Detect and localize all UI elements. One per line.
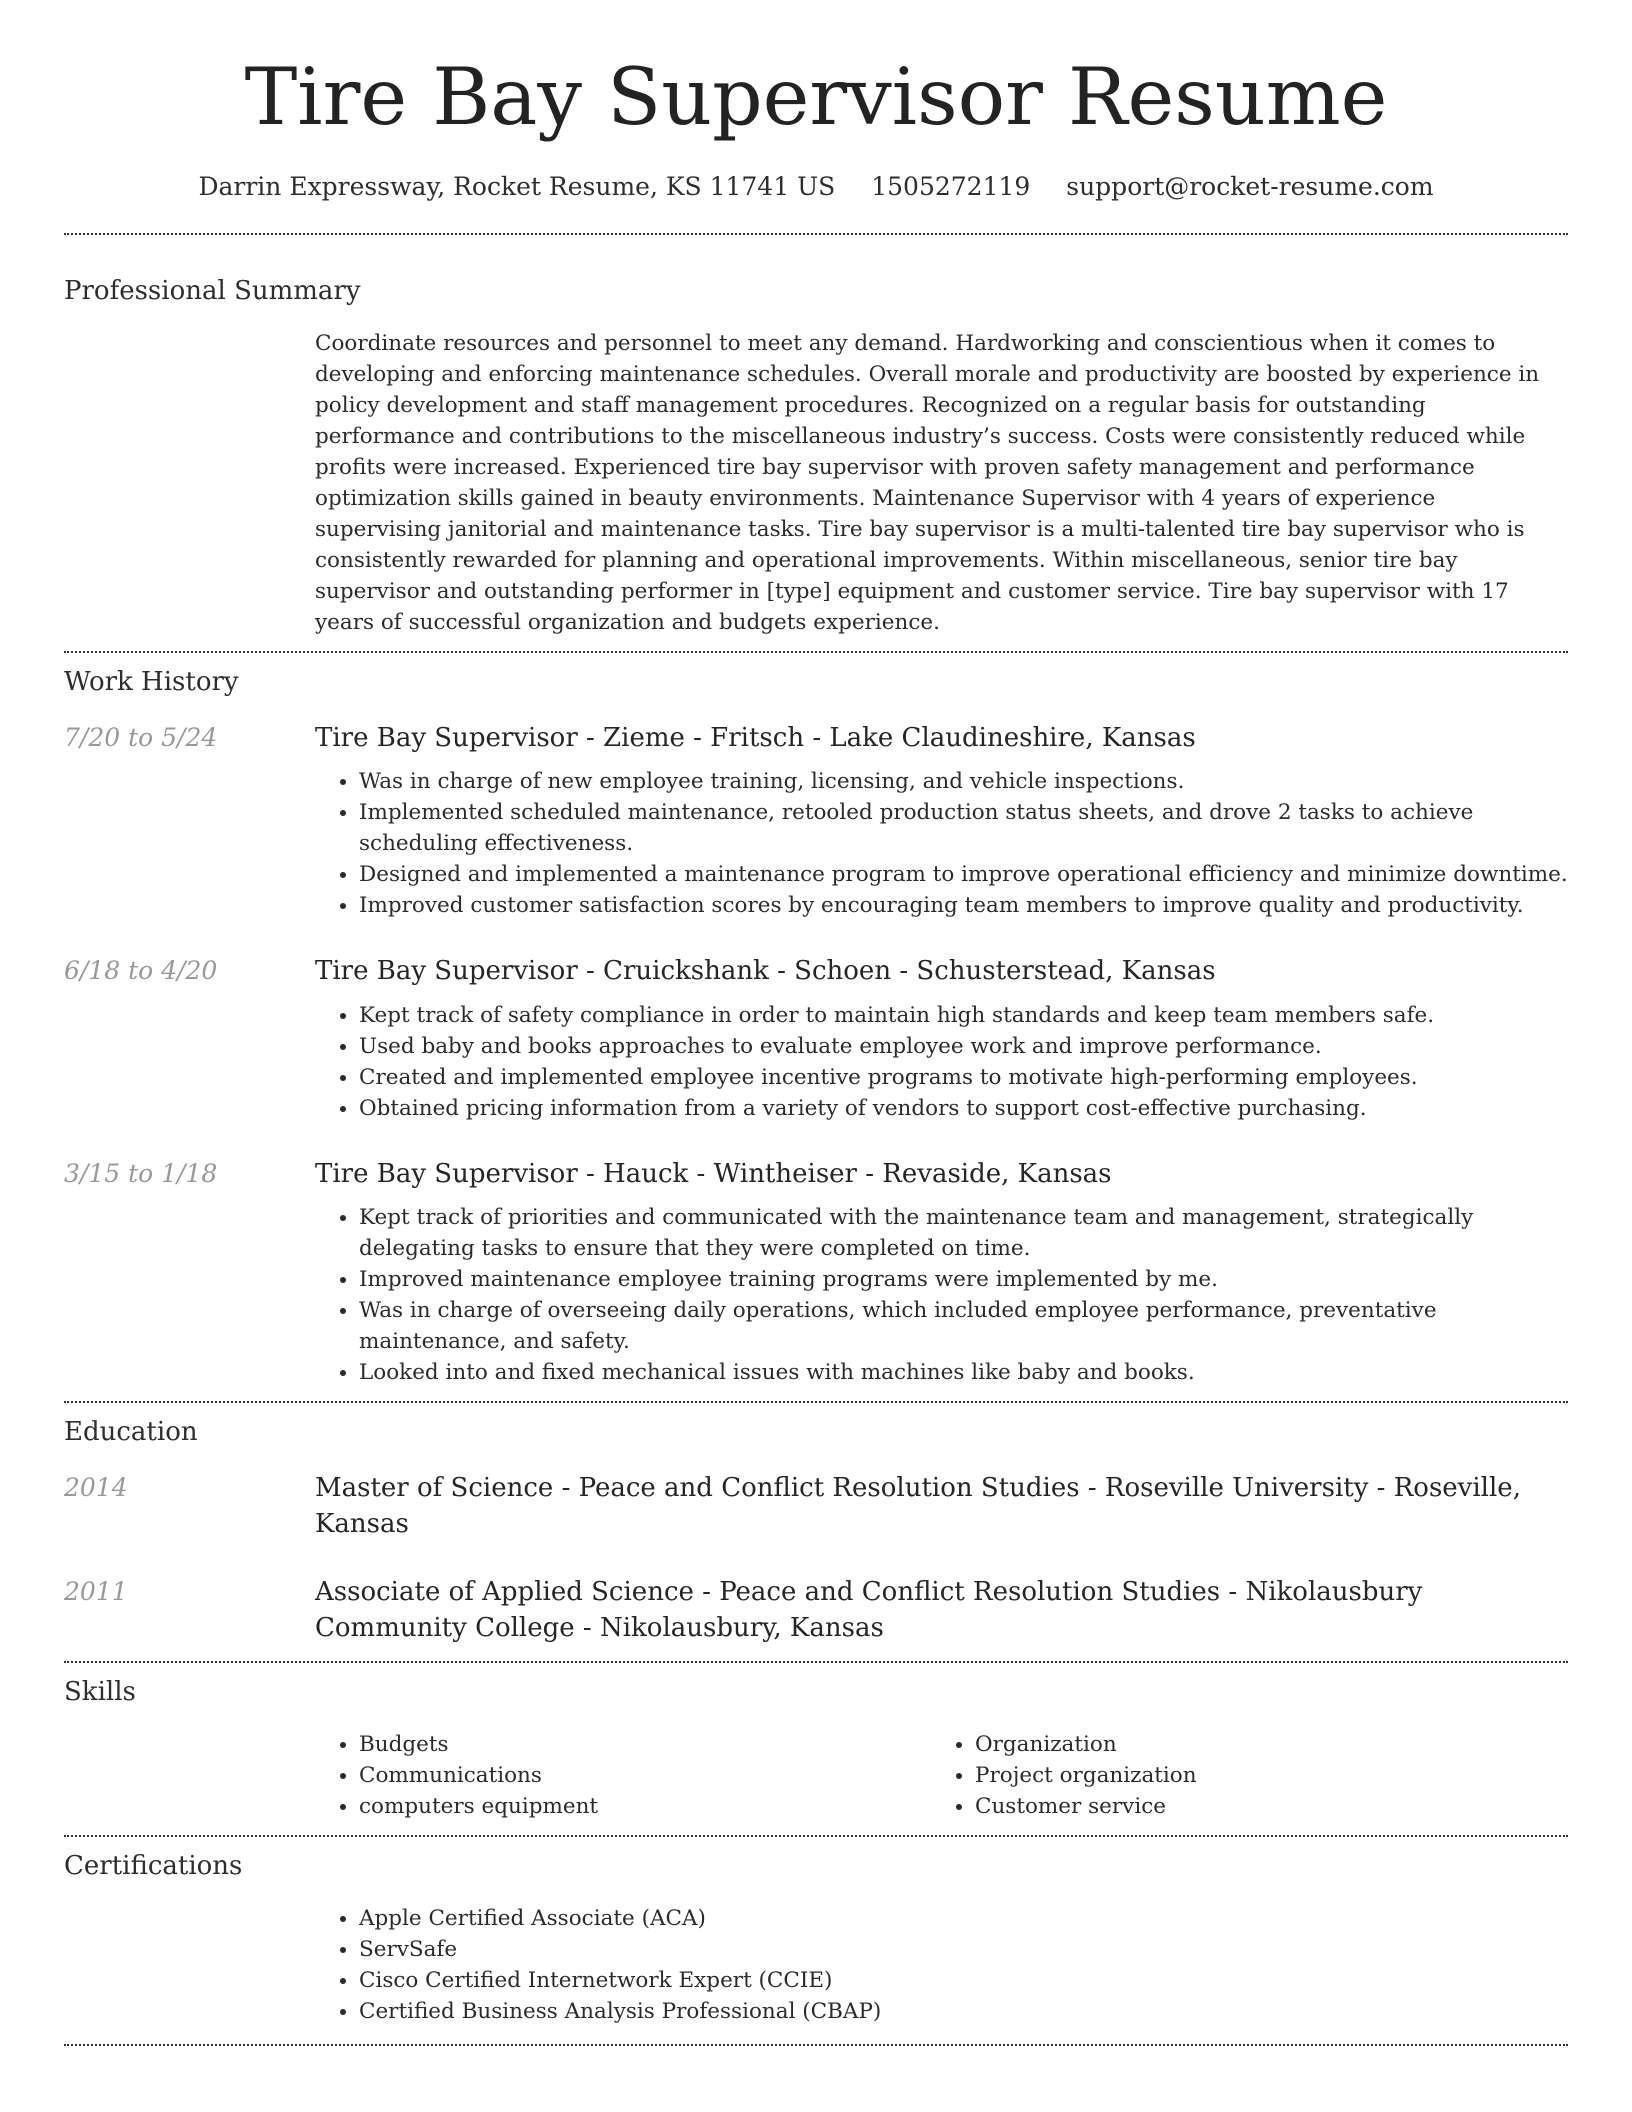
job-bullets (315, 1202, 1568, 1388)
contact-phone: 1505272119 (871, 171, 1031, 201)
job-bullets (315, 766, 1568, 921)
job-bullet: • Kept track of safety compliance in order to maintain high standards and keep team members safe. (359, 1000, 1568, 1031)
job-title: Tire Bay Supervisor - Cruickshank - Schoen - Schusterstead, Kansas (315, 956, 1216, 987)
skills-list (931, 1729, 1547, 1822)
certifications-heading: Certifications (64, 1851, 243, 1882)
job-bullet: • Was in charge of overseeing daily operations, which included employee performance, preventative maintenance, and safety. (359, 1295, 1568, 1357)
divider (64, 1661, 1568, 1663)
education-year: 2014 (64, 1472, 128, 1502)
job-entry (64, 1156, 1568, 1388)
skills-section (64, 1676, 1568, 1822)
education-section (64, 1416, 1568, 1646)
certification-item: • Apple Certified Associate (ACA) (359, 1903, 1568, 1934)
education-heading: Education (64, 1417, 198, 1448)
job-bullet: • Used baby and books approaches to evaluate employee work and improve performance. (359, 1031, 1568, 1062)
divider (64, 1835, 1568, 1837)
job-bullets (315, 1000, 1568, 1124)
job-bullet: • Implemented scheduled maintenance, retooled production status sheets, and drove 2 tasks to achieve scheduling effectiveness. (359, 797, 1568, 859)
job-dates: 6/18 to 4/20 (64, 956, 218, 986)
skill-item: • Organization (975, 1729, 1547, 1760)
divider (64, 651, 1568, 653)
work-history-section (64, 666, 1568, 1388)
job-entry (64, 720, 1568, 921)
summary-text: Coordinate resources and personnel to meet any demand. Hardworking and conscientious when it comes to developing and enforcing maintenance schedules. Overall morale and productivity are boosted by experience in policy development and staff management procedures. Recognized on a regular basis for outstanding performance and contributions to the miscellaneous industry’s success. Costs were consistently reduced while profits were increased. Experienced tire bay supervisor with proven safety management and performance optimization skills gained in beauty environments. Maintenance Supervisor with 4 years of experience supervising janitorial and maintenance tasks. Tire bay supervisor is a multi-talented tire bay supervisor who is consistently rewarded for planning and operational improvements. Within miscellaneous, senior tire bay supervisor and outstanding performer in [type] equipment and customer service. Tire bay supervisor with 17 years of successful organization and budgets experience. (315, 331, 1540, 636)
job-title: Tire Bay Supervisor - Hauck - Wintheiser - Revaside, Kansas (315, 1158, 1112, 1189)
job-title: Tire Bay Supervisor - Zieme - Fritsch - Lake Claudineshire, Kansas (315, 722, 1196, 753)
summary-section (64, 275, 1568, 638)
skill-item: • Budgets (359, 1729, 931, 1760)
resume-title: Tire Bay Supervisor Resume (244, 51, 1388, 143)
job-bullet: • Improved customer satisfaction scores by encouraging team members to improve quality and productivity. (359, 890, 1568, 921)
divider (64, 1401, 1568, 1403)
education-entry (64, 1470, 1568, 1543)
job-bullet: • Kept track of priorities and communicated with the maintenance team and management, strategically delegating tasks to ensure that they were completed on time. (359, 1202, 1568, 1264)
work-history-heading: Work History (64, 667, 239, 698)
skill-item: • Communications (359, 1760, 931, 1791)
contact-address: Darrin Expressway, Rocket Resume, KS 11741 US (198, 171, 836, 201)
education-entry (64, 1574, 1568, 1647)
job-bullet: • Was in charge of new employee training, licensing, and vehicle inspections. (359, 766, 1568, 797)
job-bullet: • Obtained pricing information from a variety of vendors to support cost-effective purchasing. (359, 1093, 1568, 1124)
skill-item: • computers equipment (359, 1791, 931, 1822)
summary-heading: Professional Summary (64, 276, 361, 307)
job-bullet: • Improved maintenance employee training programs were implemented by me. (359, 1264, 1568, 1295)
skills-heading: Skills (64, 1677, 136, 1708)
certification-item: • ServSafe (359, 1934, 1568, 1965)
education-year: 2011 (64, 1576, 128, 1606)
education-degree: Master of Science - Peace and Conflict Resolution Studies - Roseville University - Roseville, Kansas (315, 1472, 1521, 1540)
skill-item: • Project organization (975, 1760, 1547, 1791)
contact-email: support@rocket-resume.com (1066, 171, 1434, 201)
skill-item: • Customer service (975, 1791, 1547, 1822)
education-degree: Associate of Applied Science - Peace and Conflict Resolution Studies - Nikolausbury Community College - Nikolausbury, Kansas (315, 1576, 1423, 1644)
contact-line (64, 171, 1568, 204)
certifications-section (64, 1850, 1568, 2027)
certifications-list (315, 1903, 1568, 2027)
job-entry (64, 953, 1568, 1123)
divider (64, 233, 1568, 235)
certification-item: • Cisco Certified Internetwork Expert (CCIE) (359, 1965, 1568, 1996)
job-bullet: • Looked into and fixed mechanical issues with machines like baby and books. (359, 1357, 1568, 1388)
divider (64, 2044, 1568, 2046)
job-bullet: • Designed and implemented a maintenance program to improve operational efficiency and minimize downtime. (359, 859, 1568, 890)
certification-item: • Certified Business Analysis Professional (CBAP) (359, 1996, 1568, 2027)
job-dates: 7/20 to 5/24 (64, 722, 218, 752)
job-dates: 3/15 to 1/18 (64, 1158, 218, 1188)
skills-list (315, 1729, 931, 1822)
job-bullet: • Created and implemented employee incentive programs to motivate high-performing employees. (359, 1062, 1568, 1093)
